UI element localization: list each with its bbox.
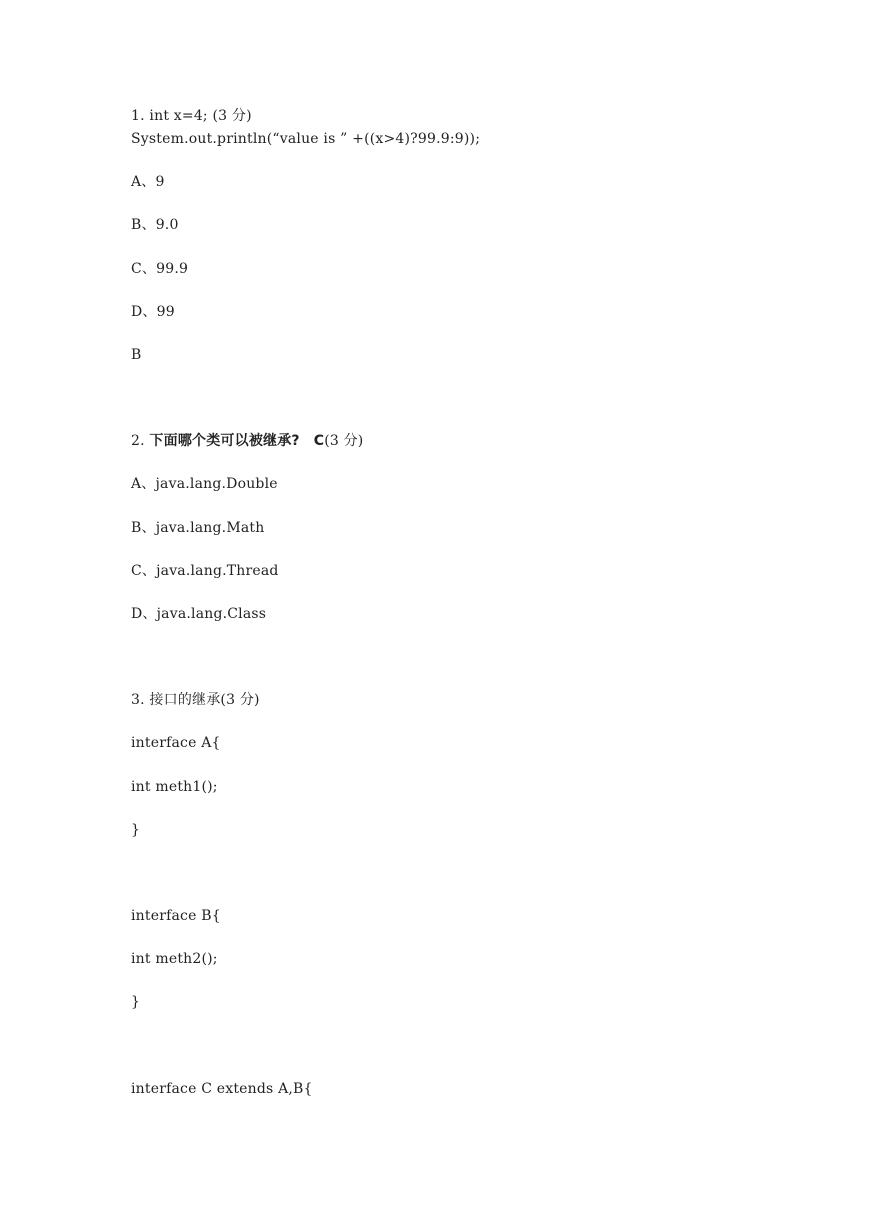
q2-title: 下面哪个类可以被继承? [149, 433, 300, 449]
q1-option-d: D、99 [131, 304, 175, 320]
q2-option-a: A、java.lang.Double [131, 476, 278, 492]
q2-option-d: D、java.lang.Class [131, 606, 267, 622]
q2-option-b: B、java.lang.Math [131, 520, 265, 536]
q2-number: 2. [131, 433, 145, 449]
q3-code-line-3: } [131, 822, 141, 838]
q3-header [131, 691, 260, 709]
q1-option-a: A、9 [131, 174, 165, 190]
q3-code-line-2: int meth1(); [131, 779, 218, 795]
q1-answer: B [131, 347, 142, 363]
q3-code-line-4: interface B{ [131, 908, 221, 924]
q1-number: 1. [131, 108, 145, 124]
q2-option-c: C、java.lang.Thread [131, 563, 279, 579]
q2-header [131, 432, 363, 450]
q3-code-line-1: interface A{ [131, 735, 221, 751]
q3-code-line-7: interface C extends A,B{ [131, 1081, 313, 1097]
q2-answer: C [313, 433, 325, 449]
q1-option-c: C、99.9 [131, 261, 189, 277]
q3-code-line-5: int meth2(); [131, 951, 218, 967]
q3-title: 接口的继承(3 分) [149, 692, 260, 708]
q1-option-b: B、9.0 [131, 217, 179, 233]
q3-code-line-6: } [131, 994, 141, 1010]
q1-code-line1: int x=4; (3 分) [149, 108, 252, 124]
q1-header [131, 107, 252, 125]
q2-score: (3 分) [324, 433, 364, 449]
q1-code-line2: System.out.println(“value is ” +((x>4)?99.9:9)); [131, 131, 481, 147]
q3-number: 3. [131, 692, 145, 708]
